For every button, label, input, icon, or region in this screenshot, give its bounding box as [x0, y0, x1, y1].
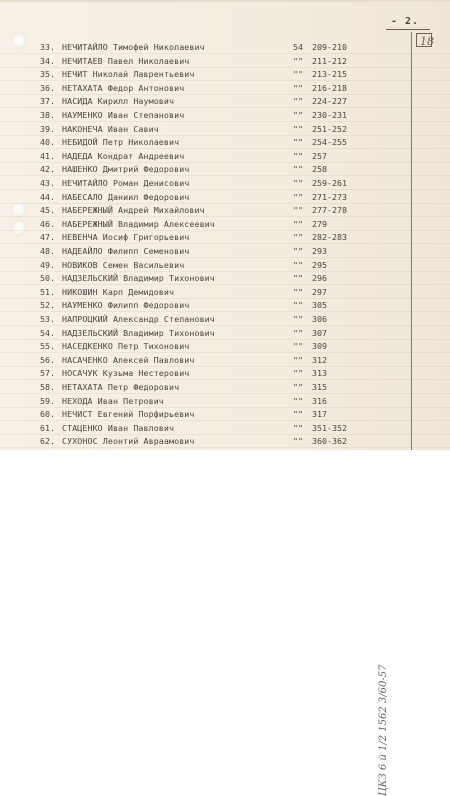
list-item-number: 47.: [40, 232, 55, 243]
list-item-pages: 360-362: [312, 436, 347, 447]
list-item-name: НАУМЕНКО Иван Степанович: [62, 110, 185, 120]
list-item-name: НЕЧИСТ Евгений Порфирьевич: [62, 409, 195, 420]
list-item-name: НАСАЧЕНКО Алексей Павлович: [62, 354, 195, 365]
list-item-pages: 258: [312, 164, 327, 175]
list-item-pages: 209-210: [312, 42, 347, 52]
list-item-number: 41.: [40, 150, 55, 161]
list-item-pages: 313: [312, 368, 327, 379]
list-item-name: НАСИДА Кирилл Наумович: [62, 96, 175, 107]
list-item-volume: "": [293, 123, 303, 134]
list-item-name: НАДЗЕЛЬСКИЙ Владимир Тихонович: [62, 273, 215, 284]
list-item-volume: "": [293, 382, 303, 392]
list-item-number: 35.: [40, 69, 55, 80]
list-item-name: НАКОНЕЧА Иван Савич: [62, 123, 159, 134]
list-item-volume: "": [293, 422, 303, 433]
list-item-pages: 297: [312, 286, 327, 297]
list-item-pages: 293: [312, 246, 327, 256]
list-item-name: НАШЕНКО Дмитрий Федорович: [62, 164, 190, 175]
list-item-number: 36.: [40, 82, 55, 93]
list-item-pages: 315: [312, 382, 327, 392]
list-item-name: НИКОШИН Карп Демидович: [62, 286, 175, 297]
list-item-volume: "": [293, 354, 303, 365]
list-item-number: 58.: [40, 382, 55, 392]
list-item-name: НАБЕСАЛО Даниил Федорович: [62, 191, 190, 202]
list-item-volume: "": [293, 327, 303, 338]
list-item-number: 42.: [40, 164, 55, 175]
list-item-pages: 296: [312, 273, 327, 284]
list-item-number: 48.: [40, 246, 55, 256]
list-item-name: НАБЕРЕЖНЫЙ Андрей Михайлович: [62, 205, 205, 216]
list-item-name: НЕТАХАТА Петр Федорович: [62, 382, 180, 392]
list-item-pages: 279: [312, 218, 327, 229]
list-item-pages: 251-252: [312, 123, 347, 134]
list-item-name: СУХОНОС Леонтий Авраамович: [62, 436, 195, 447]
list-item-volume: "": [293, 409, 303, 420]
list-item-volume: "": [293, 69, 303, 80]
list-item-volume: "": [293, 164, 303, 175]
list-item-pages: 306: [312, 314, 327, 324]
list-item-number: 34.: [40, 55, 55, 66]
list-item-volume: "": [293, 341, 303, 352]
list-item-name: НЕХОДА Иван Петрович: [62, 395, 164, 406]
list-item-number: 39.: [40, 123, 55, 134]
list-item-name: СТАЦЕНКО Иван Павлович: [62, 422, 175, 433]
row-rule: [0, 447, 450, 448]
list-item-pages: 307: [312, 327, 327, 338]
list-item-pages: 213-215: [312, 69, 347, 80]
list-item-volume: "": [293, 232, 303, 243]
list-item-pages: 309: [312, 341, 327, 352]
list-item-name: НАДЕДА Кондрат Андреевич: [62, 150, 185, 161]
list-item-number: 46.: [40, 218, 55, 229]
list-item-number: 49.: [40, 259, 55, 270]
list-item-volume: "": [293, 96, 303, 107]
list-item-name: НЕЧИТАЕВ Павел Николаевич: [62, 55, 190, 66]
list-item-number: 40.: [40, 137, 55, 148]
list-item-name: НЕЧИТ Николай Лаврентьевич: [62, 69, 195, 80]
list-item-number: 52.: [40, 300, 55, 311]
list-item-name: НЕБИДОЙ Петр Николаевич: [62, 137, 180, 148]
list-item-number: 62.: [40, 436, 55, 447]
list-item-volume: "": [293, 259, 303, 270]
list-item-number: 37.: [40, 96, 55, 107]
list-item-pages: 316: [312, 395, 327, 406]
list-item-volume: "": [293, 82, 303, 93]
list-item-pages: 305: [312, 300, 327, 311]
list-item-number: 57.: [40, 368, 55, 379]
list-item-pages: 257: [312, 150, 327, 161]
list-item-name: НАСЕДКЕНКО Петр Тихонович: [62, 341, 190, 352]
list-item-pages: 211-212: [312, 55, 347, 66]
list-item-name: НАБЕРЕЖНЫЙ Владимир Алексеевич: [62, 218, 215, 229]
list-item-name: НЕТАХАТА Федор Антонович: [62, 82, 185, 93]
list-item-volume: "": [293, 436, 303, 447]
list-item-volume: "": [293, 178, 303, 188]
list-item-volume: "": [293, 368, 303, 379]
list-item-volume: "": [293, 110, 303, 120]
list-item-pages: 317: [312, 409, 327, 420]
list-item-number: 51.: [40, 286, 55, 297]
list-item-pages: 295: [312, 259, 327, 270]
list-item-volume: "": [293, 218, 303, 229]
list-item-name: НОСАЧУК Кузьма Нестерович: [62, 368, 190, 379]
list-item-volume: "": [293, 314, 303, 324]
list-item-name: НЕВЕНЧА Иосиф Григорьевич: [62, 232, 190, 243]
list-item-number: 56.: [40, 354, 55, 365]
list-item-volume: 54: [293, 42, 303, 52]
list-item-number: 50.: [40, 273, 55, 284]
list-item-volume: "": [293, 191, 303, 202]
list-item-volume: "": [293, 395, 303, 406]
list-item-number: 43.: [40, 178, 55, 188]
list-item-name: НАУМЕНКО Филипп Федорович: [62, 300, 190, 311]
list-item-name: НЕЧИТАЙЛО Тимофей Николаевич: [62, 42, 205, 52]
list-item-pages: 259-261: [312, 178, 347, 188]
list-item-volume: "": [293, 246, 303, 256]
list-item-name: НОВИКОВ Семен Васильевич: [62, 259, 185, 270]
list-item-volume: "": [293, 150, 303, 161]
handwritten-side-note: ЦКЗ 6 й 1/2 1562 3/60-57: [378, 664, 389, 796]
list-item-pages: 230-231: [312, 110, 347, 120]
list-item-number: 59.: [40, 395, 55, 406]
list-item-number: 54.: [40, 327, 55, 338]
list-item-name: НАДЗЕЛЬСКИЙ Владимир Тихонович: [62, 327, 215, 338]
list-item-name: НАДЕАЙЛО Филипп Семенович: [62, 246, 190, 256]
list-item-number: 33.: [40, 42, 55, 52]
list-item-volume: "": [293, 273, 303, 284]
list-item-volume: "": [293, 286, 303, 297]
list-item-pages: 271-273: [312, 191, 347, 202]
page-number: - 2.: [391, 16, 420, 27]
list-item-pages: 216-218: [312, 82, 347, 93]
list-item-volume: "": [293, 205, 303, 216]
list-item-number: 44.: [40, 191, 55, 202]
list-item-pages: 312: [312, 354, 327, 365]
list-item-pages: 282-283: [312, 232, 347, 243]
list-item-name: НАПРОЦКИЙ Александр Степанович: [62, 314, 215, 324]
list-item-number: 55.: [40, 341, 55, 352]
list-item-number: 61.: [40, 422, 55, 433]
list-item-number: 53.: [40, 314, 55, 324]
list-item-name: НЕЧИТАЙЛО Роман Денисович: [62, 178, 190, 188]
list-item-volume: "": [293, 137, 303, 148]
list-item-number: 45.: [40, 205, 55, 216]
list-item-pages: 254-255: [312, 137, 347, 148]
list-item-volume: "": [293, 300, 303, 311]
handwritten-mark: 18: [420, 35, 434, 48]
list-item-volume: "": [293, 55, 303, 66]
list-item-number: 38.: [40, 110, 55, 120]
list-item-pages: 351-352: [312, 422, 347, 433]
list-item-number: 60.: [40, 409, 55, 420]
list-item-pages: 277-278: [312, 205, 347, 216]
list-item-pages: 224-227: [312, 96, 347, 107]
